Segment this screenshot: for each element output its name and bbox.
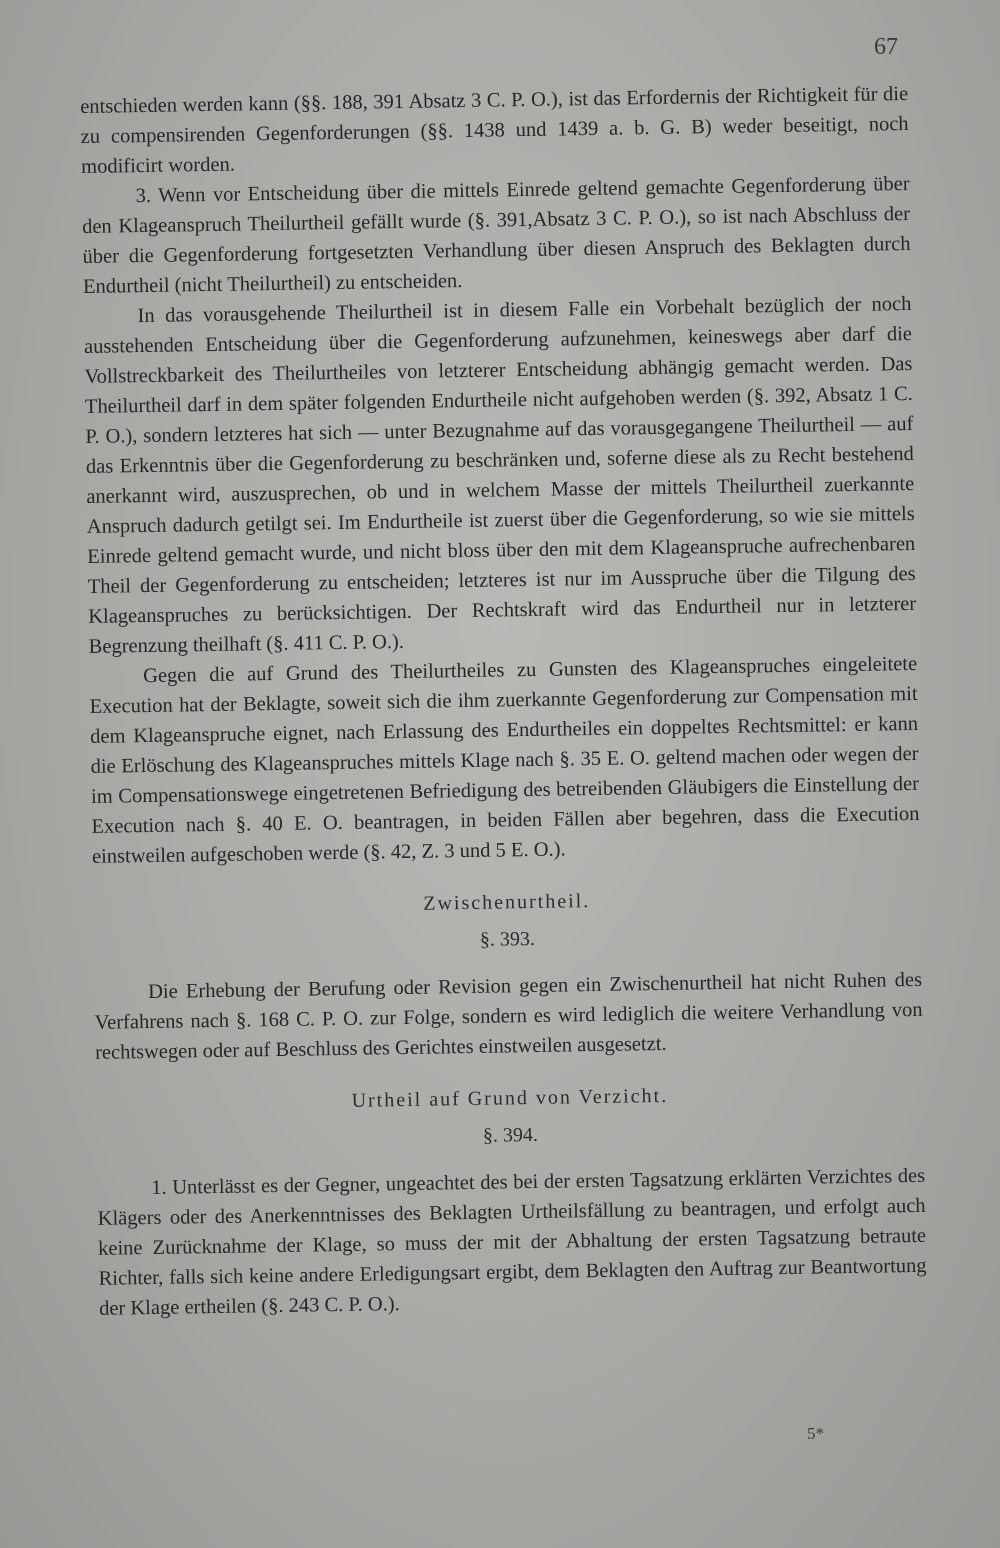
section-394-number: §. 394. (482, 1123, 539, 1147)
document-body (80, 79, 927, 1324)
paragraph-point-3: 3. Wenn vor Entscheidung über die mittels Einrede geltend gemachte Gegenforderung über den Klageanspruch Theilurtheil gefällt wurde (§. 391,Absatz 3 C. P. O.), so ist nach Abschluss der über die Gegenforderung fortgesetzten Verhandlung über diesen Anspruch des Beklagten durch Endurtheil (nicht Theilurtheil) zu entscheiden. (81, 172, 911, 298)
section-393-heading: Zwischenurtheil. (423, 890, 591, 915)
printer-signature-mark: 5* (807, 1424, 824, 1443)
section-394-text: 1. Unterlässt es der Gegner, ungeachtet des bei der ersten Tagsatzung erklärten Verzichtes des Klägers oder des Anerkenntnisses des Beklagten Urtheilsfällung zu beantragen, und erfolgt auch keine Zurücknahme der Klage, so muss der mit der Abhaltung der ersten Tagsatzung betraute Richter, falls sich keine andere Erledigungsart ergibt, dem Beklagten den Auftrag zur Beantwortung der Klage ertheilen (§. 243 C. P. O.). (97, 1164, 927, 1320)
paragraph-theilurtheil: In das vorausgehende Theilurtheil ist in diesem Falle ein Vorbehalt bezüglich der noch ausstehenden Entscheidung über die Gegenforderung aufzunehmen, keineswegs aber darf die Vollstreckbarkeit des Theilurtheiles von letzterer Entscheidung abhängig gemacht werden. Das Theilurtheil darf in dem später folgenden Endurtheile nicht aufgehoben werden (§. 392, Absatz 1 C. P. O.), sondern letzteres hat sich — unter Bezugnahme auf das vorausgegangene Theilurtheil — auf das Erkenntnis über die Gegenforderung zu beschränken und, soferne diese als zu Recht bestehend anerkannt wird, auszusprechen, ob und in welchem Masse der mittels Theilurtheil zuerkannte Anspruch dadurch getilgt sei. Im Endurtheile ist zuerst über die Gegenforderung, so wie sie mittels Einrede geltend gemacht wurde, und nicht bloss über den mit dem Klageanspruche aufrechenbaren Theil der Gegenforderung zu entscheiden; letzteres ist nur im Ausspruche über die Tilgung des Klageanspruches zu berücksichtigen. Der Rechtskraft wird das Endurtheil nur in letzterer Begrenzung theilhaft (§. 411 C. P. O.). (83, 292, 917, 658)
section-394-heading: Urtheil auf Grund von Verzicht. (351, 1084, 669, 1112)
section-393-number: §. 393. (479, 927, 536, 951)
paragraph-execution: Gegen die auf Grund des Theilurtheiles zu Gunsten des Klageanspruches eingeleitete Execution hat der Beklagte, soweit sich die ihm zuerkannte Gegenforderung zur Compensation mit dem Klageanspruche eignet, nach Erlassung des Endurtheiles ein doppeltes Rechtsmittel: er kann die Erlöschung des Klageanspruches mittels Klage nach §. 35 E. O. geltend machen oder wegen der im Compensationswege eingetretenen Befriedigung des betreibenden Gläubigers die Einstellung der Execution nach §. 40 E. O. beantragen, in beiden Fällen aber begehren, dass die Execution einstweilen aufgeschoben werde (§. 42, Z. 3 und 5 E. O.). (89, 652, 920, 868)
paragraph-continuation: entschieden werden kann (§§. 188, 391 Absatz 3 C. P. O.), ist das Erfordernis der Richtigkeit für die zu compensirenden Gegenforderungen (§§. 1438 und 1439 a. b. G. B) weder beseitigt, noch modificirt worden. (80, 82, 909, 178)
page-number: 67 (874, 34, 898, 60)
section-393-text: Die Erhebung der Berufung oder Revision gegen ein Zwischenurtheil hat nicht Ruhen des Verfahrens nach §. 168 C. P. O. zur Folge, sondern es wird lediglich die weitere Verhandlung von rechtswegen oder auf Beschluss des Gerichtes einstweilen ausgesetzt. (94, 968, 923, 1064)
